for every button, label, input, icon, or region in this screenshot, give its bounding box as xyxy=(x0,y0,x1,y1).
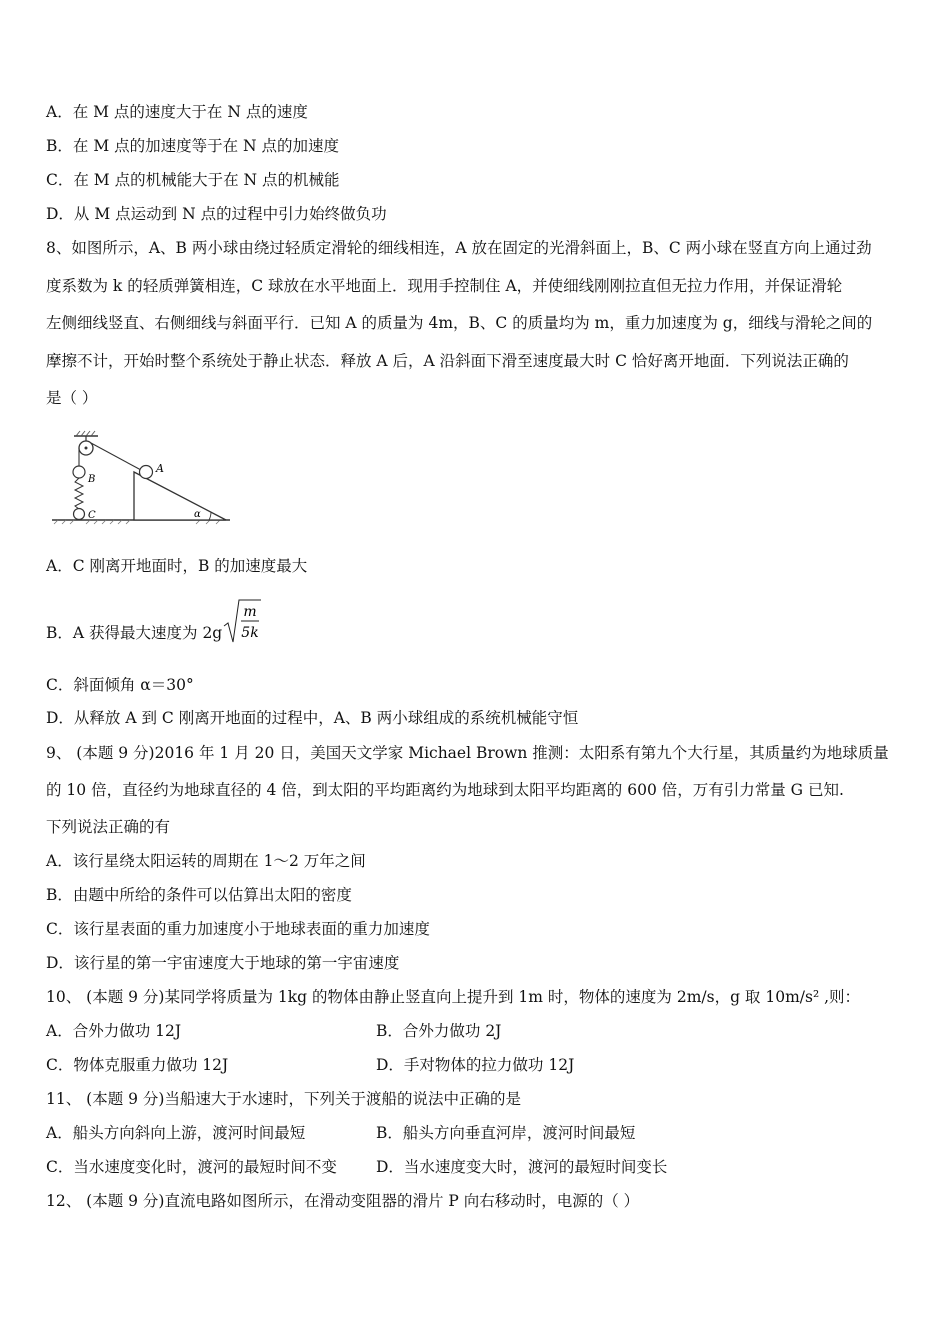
q11-option-d: D．当水速度变大时，渡河的最短时间变长 xyxy=(376,1158,668,1176)
ball-a-icon xyxy=(140,466,153,479)
q8-stem-line5: 是（ ） xyxy=(46,389,98,407)
label-c: C xyxy=(88,510,96,521)
label-alpha: α xyxy=(194,509,201,520)
q8-option-b-text: B．A 获得最大速度为 2g xyxy=(46,623,223,642)
q12-stem: 12、 (本题 9 分)直流电路如图所示，在滑动变阻器的滑片 P 向右移动时，电源的（ ） xyxy=(46,1192,640,1210)
ball-b-icon xyxy=(73,466,85,478)
q10-stem: 10、 (本题 9 分)某同学将质量为 1kg 的物体由静止竖直向上提升到 1m 时，物体的速度为 2m/s，g 取 10m/s² ,则： xyxy=(46,988,861,1006)
q9-option-d: D．该行星的第一宇宙速度大于地球的第一宇宙速度 xyxy=(46,954,400,972)
q8-option-c: C．斜面倾角 α＝30° xyxy=(46,676,194,694)
q9-option-b: B．由题中所给的条件可以估算出太阳的密度 xyxy=(46,886,352,904)
q11-option-a: A．船头方向斜向上游，渡河时间最短 xyxy=(46,1124,306,1142)
q8-option-b xyxy=(46,596,262,669)
q7-option-d: D．从 M 点运动到 N 点的过程中引力始终做负功 xyxy=(46,205,387,223)
q8-stem-line1: 8、如图所示，A、B 两小球由绕过轻质定滑轮的细线相连，A 放在固定的光滑斜面上，B、C 两小球在竖直方向上通过劲 xyxy=(46,239,872,257)
ball-c-icon xyxy=(74,509,85,520)
q8-figure-svg xyxy=(46,428,246,532)
q11-option-b: B．船头方向垂直河岸，渡河时间最短 xyxy=(376,1124,636,1142)
q9-option-c: C．该行星表面的重力加速度小于地球表面的重力加速度 xyxy=(46,920,430,938)
q7-option-c: C．在 M 点的机械能大于在 N 点的机械能 xyxy=(46,171,340,189)
q7-option-b: B．在 M 点的加速度等于在 N 点的加速度 xyxy=(46,137,340,155)
label-b: B xyxy=(88,474,96,485)
sqrt-expression xyxy=(222,596,262,669)
q9-stem-line3: 下列说法正确的有 xyxy=(46,818,171,836)
q8-stem-line4: 摩擦不计，开始时整个系统处于静止状态．释放 A 后，A 沿斜面下滑至速度最大时 C 恰好离开地面．下列说法正确的 xyxy=(46,352,849,370)
q10-option-b: B．合外力做功 2J xyxy=(376,1022,502,1040)
q9-option-a: A．该行星绕太阳运转的周期在 1～2 万年之间 xyxy=(46,852,366,870)
q10-option-d: D．手对物体的拉力做功 12J xyxy=(376,1056,575,1074)
q11-option-c: C．当水速度变化时，渡河的最短时间不变 xyxy=(46,1158,337,1176)
q8-stem-line3: 左侧细线竖直、右侧细线与斜面平行．已知 A 的质量为 4m，B、C 的质量均为 m，重力加速度为 g，细线与滑轮之间的 xyxy=(46,314,873,332)
sqrt-icon xyxy=(222,596,262,646)
q8-option-d: D．从释放 A 到 C 刚离开地面的过程中，A、B 两小球组成的系统机械能守恒 xyxy=(46,709,579,727)
label-a: A xyxy=(156,462,164,475)
q8-pulley-incline-figure xyxy=(46,428,246,536)
q8-option-a: A．C 刚离开地面时，B 的加速度最大 xyxy=(46,557,308,575)
incline-icon xyxy=(134,472,226,520)
q9-stem-line1: 9、 (本题 9 分)2016 年 1 月 20 日，美国天文学家 Michael Brown 推测：太阳系有第九个大行星，其质量约为地球质量 xyxy=(46,744,889,762)
q10-option-c: C．物体克服重力做功 12J xyxy=(46,1056,229,1074)
sqrt-numerator: m xyxy=(243,604,257,620)
q10-option-a: A．合外力做功 12J xyxy=(46,1022,182,1040)
q9-stem-line2: 的 10 倍，直径约为地球直径的 4 倍，到太阳的平均距离约为地球到太阳平均距离的 600 倍，万有引力常量 G 已知. xyxy=(46,781,844,799)
q7-option-a: A．在 M 点的速度大于在 N 点的速度 xyxy=(46,103,308,121)
q8-stem-line2: 度系数为 k 的轻质弹簧相连，C 球放在水平地面上．现用手控制住 A，并使细线刚刚拉直但无拉力作用，并保证滑轮 xyxy=(46,277,843,295)
q11-stem: 11、 (本题 9 分)当船速大于水速时，下列关于渡船的说法中正确的是 xyxy=(46,1090,521,1108)
sqrt-denominator: 5k xyxy=(241,625,259,641)
